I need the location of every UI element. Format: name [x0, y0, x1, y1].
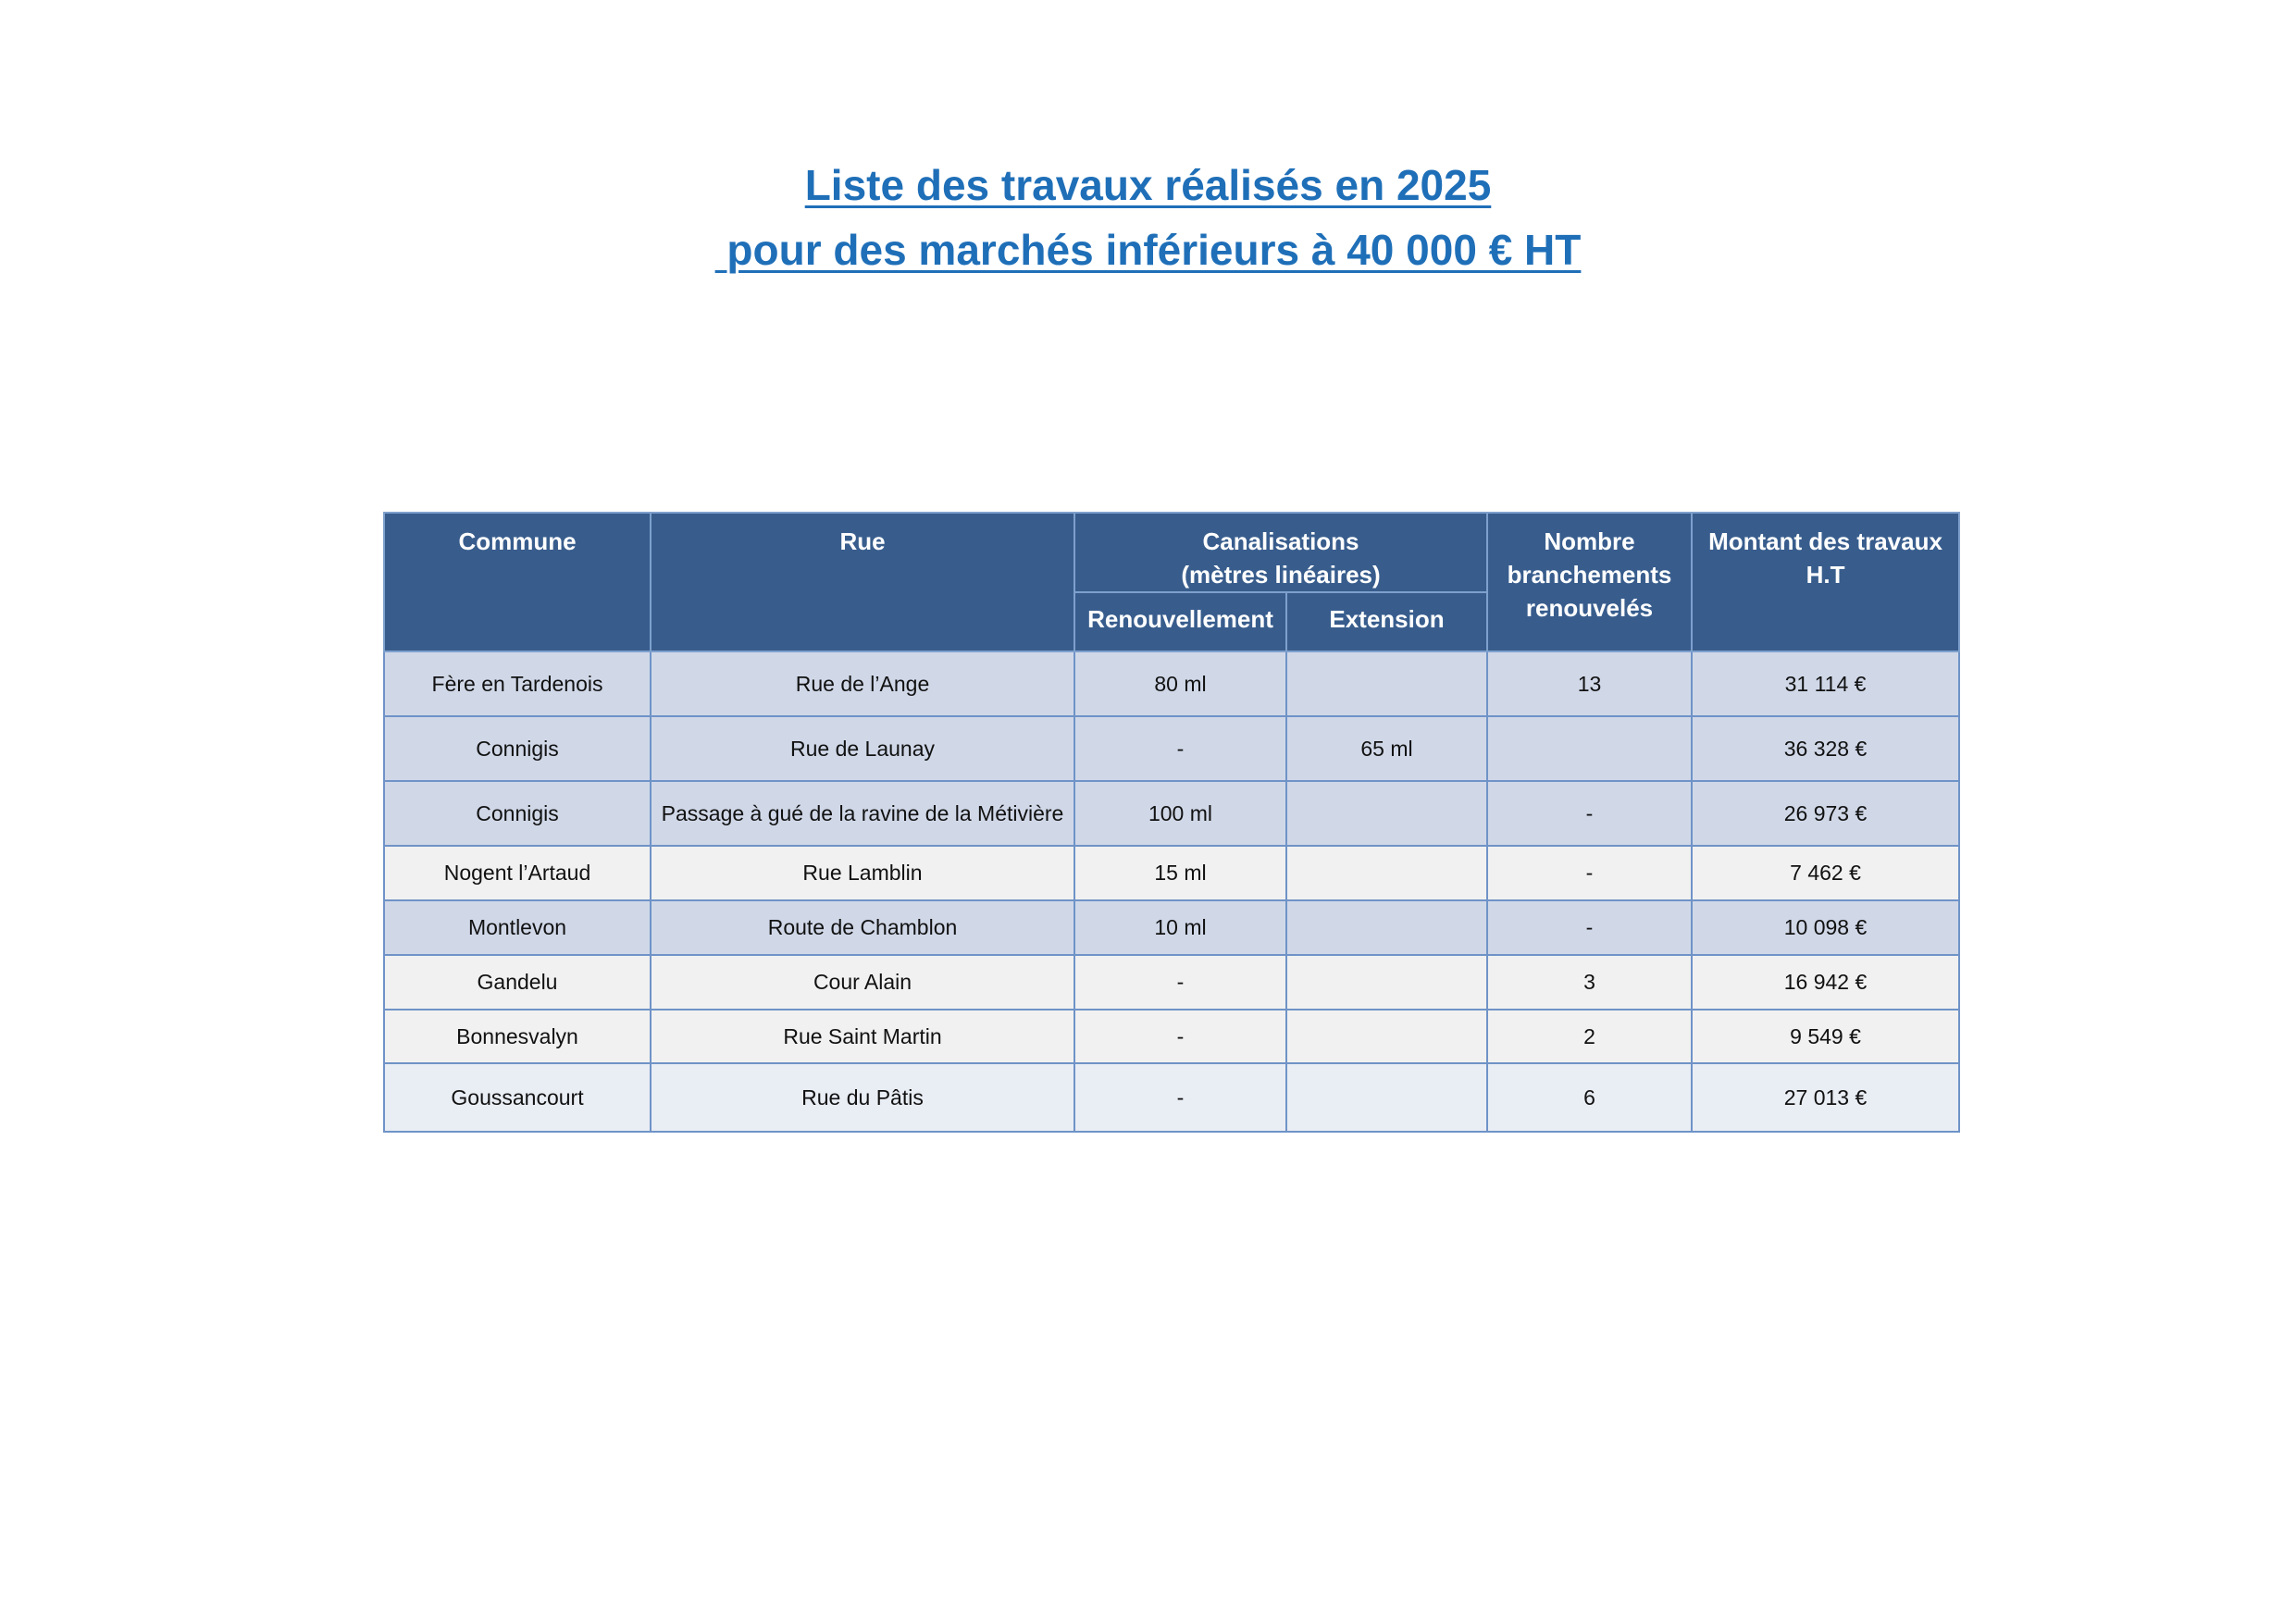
cell-branchements: - — [1487, 846, 1692, 900]
title-line-2: pour des marchés inférieurs à 40 000 € HT — [714, 226, 1582, 274]
header-nombre-branchements: Nombre branchements renouvelés — [1487, 513, 1692, 651]
cell-renouvellement: 80 ml — [1074, 651, 1286, 716]
cell-commune: Gandelu — [384, 955, 651, 1010]
table-row — [384, 651, 1959, 716]
cell-branchements: 6 — [1487, 1063, 1692, 1132]
cell-montant: 26 973 € — [1692, 781, 1959, 846]
cell-montant: 16 942 € — [1692, 955, 1959, 1010]
cell-renouvellement: 100 ml — [1074, 781, 1286, 846]
cell-commune: Goussancourt — [384, 1063, 651, 1132]
cell-extension — [1286, 1010, 1487, 1063]
table-row — [384, 781, 1959, 846]
table-header — [384, 513, 1959, 651]
cell-renouvellement: - — [1074, 716, 1286, 781]
cell-commune: Connigis — [384, 781, 651, 846]
table-body — [384, 651, 1959, 1132]
cell-extension — [1286, 846, 1487, 900]
cell-rue: Passage à gué de la ravine de la Métivière — [651, 781, 1074, 846]
table-row — [384, 1063, 1959, 1132]
works-table — [383, 512, 1960, 1133]
cell-renouvellement: - — [1074, 955, 1286, 1010]
header-extension: Extension — [1286, 592, 1487, 651]
cell-rue: Rue Saint Martin — [651, 1010, 1074, 1063]
cell-extension — [1286, 955, 1487, 1010]
cell-branchements: 3 — [1487, 955, 1692, 1010]
cell-branchements: - — [1487, 900, 1692, 955]
cell-extension — [1286, 781, 1487, 846]
document-title — [0, 153, 2296, 282]
table-row — [384, 1010, 1959, 1063]
cell-rue: Cour Alain — [651, 955, 1074, 1010]
cell-commune: Bonnesvalyn — [384, 1010, 651, 1063]
cell-montant: 27 013 € — [1692, 1063, 1959, 1132]
cell-rue: Rue Lamblin — [651, 846, 1074, 900]
cell-renouvellement: - — [1074, 1010, 1286, 1063]
table-row — [384, 716, 1959, 781]
cell-renouvellement: 10 ml — [1074, 900, 1286, 955]
cell-montant: 36 328 € — [1692, 716, 1959, 781]
cell-rue: Rue de Launay — [651, 716, 1074, 781]
cell-rue: Rue de l’Ange — [651, 651, 1074, 716]
title-line-1: Liste des travaux réalisés en 2025 — [804, 161, 1492, 209]
cell-branchements: 2 — [1487, 1010, 1692, 1063]
cell-extension — [1286, 651, 1487, 716]
table-row — [384, 846, 1959, 900]
cell-commune: Montlevon — [384, 900, 651, 955]
header-canalisations: Canalisations (mètres linéaires) — [1074, 513, 1487, 592]
cell-commune: Nogent l’Artaud — [384, 846, 651, 900]
header-commune: Commune — [384, 513, 651, 651]
header-renouvellement: Renouvellement — [1074, 592, 1286, 651]
cell-branchements: 13 — [1487, 651, 1692, 716]
cell-commune: Fère en Tardenois — [384, 651, 651, 716]
cell-branchements: - — [1487, 781, 1692, 846]
table-row — [384, 955, 1959, 1010]
cell-branchements — [1487, 716, 1692, 781]
cell-commune: Connigis — [384, 716, 651, 781]
cell-renouvellement: 15 ml — [1074, 846, 1286, 900]
cell-extension — [1286, 900, 1487, 955]
cell-montant: 10 098 € — [1692, 900, 1959, 955]
cell-montant: 9 549 € — [1692, 1010, 1959, 1063]
cell-montant: 31 114 € — [1692, 651, 1959, 716]
cell-montant: 7 462 € — [1692, 846, 1959, 900]
header-montant: Montant des travaux H.T — [1692, 513, 1959, 651]
cell-renouvellement: - — [1074, 1063, 1286, 1132]
cell-rue: Rue du Pâtis — [651, 1063, 1074, 1132]
cell-rue: Route de Chamblon — [651, 900, 1074, 955]
header-rue: Rue — [651, 513, 1074, 651]
table-row — [384, 900, 1959, 955]
cell-extension: 65 ml — [1286, 716, 1487, 781]
cell-extension — [1286, 1063, 1487, 1132]
